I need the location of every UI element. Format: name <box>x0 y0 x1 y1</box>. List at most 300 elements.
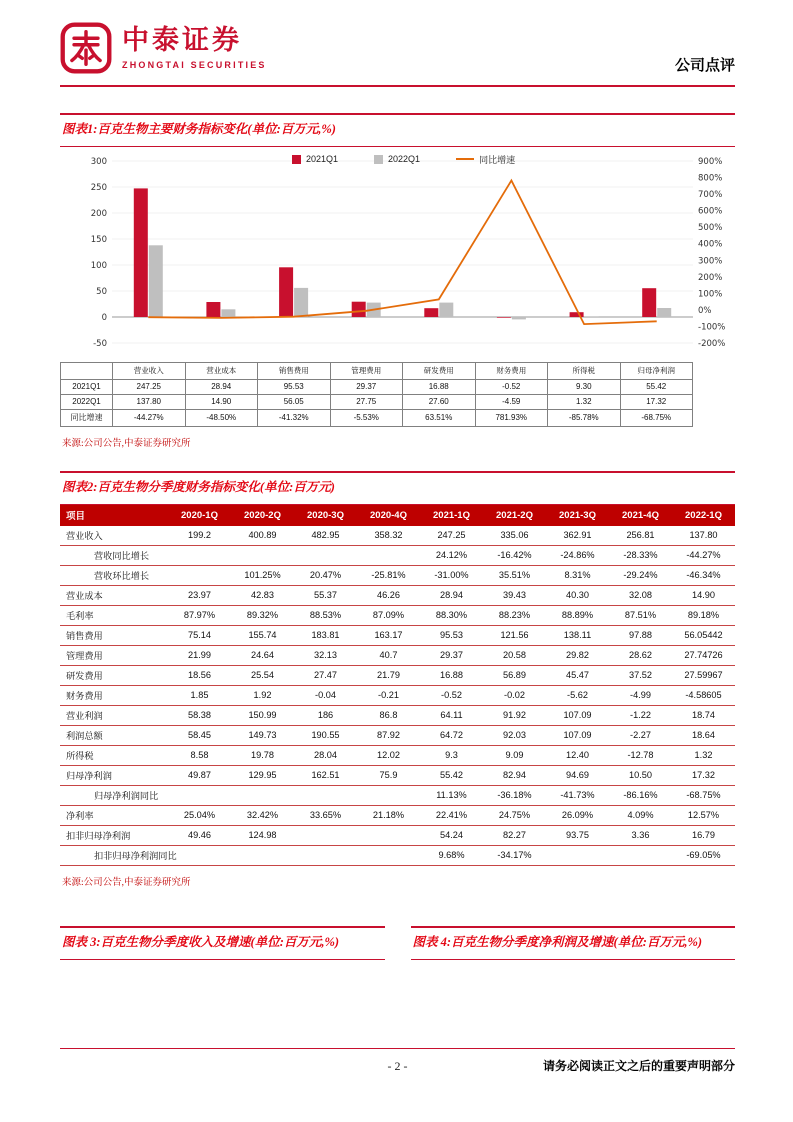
value-cell: 162.51 <box>294 765 357 785</box>
value-cell <box>357 845 420 865</box>
legend-marker-2022q1-icon <box>374 155 383 164</box>
value-cell: -0.21 <box>357 685 420 705</box>
value-cell: 335.06 <box>483 526 546 546</box>
value-cell: 63.51% <box>403 409 476 426</box>
value-cell: 21.99 <box>168 645 231 665</box>
svg-text:300%: 300% <box>698 256 723 267</box>
category-header-cell: 管理费用 <box>330 362 403 379</box>
footer <box>60 1048 735 1074</box>
value-cell: 16.88 <box>403 379 476 394</box>
value-cell: 256.81 <box>609 526 672 546</box>
row-label-cell: 归母净利润同比 <box>60 785 168 805</box>
row-label-cell: 扣非归母净利润同比 <box>60 845 168 865</box>
value-cell: 124.98 <box>231 825 294 845</box>
value-cell: 27.74726 <box>672 645 735 665</box>
value-cell: 1.85 <box>168 685 231 705</box>
value-cell: 1.92 <box>231 685 294 705</box>
column-header-cell: 项目 <box>60 505 168 526</box>
svg-text:200%: 200% <box>698 272 723 283</box>
value-cell: 8.58 <box>168 745 231 765</box>
table-row <box>60 745 735 765</box>
value-cell: 20.47% <box>294 565 357 585</box>
table-row <box>61 409 693 426</box>
row-label-cell: 研发费用 <box>60 665 168 685</box>
value-cell: 9.09 <box>483 745 546 765</box>
value-cell: 82.27 <box>483 825 546 845</box>
table-row <box>60 785 735 805</box>
value-cell: 88.23% <box>483 605 546 625</box>
value-cell: 23.97 <box>168 585 231 605</box>
value-cell: -28.33% <box>609 545 672 565</box>
row-label-cell: 营业成本 <box>60 585 168 605</box>
figure1-chart <box>60 151 735 356</box>
value-cell: 1.32 <box>548 394 621 409</box>
svg-text:250: 250 <box>90 182 107 193</box>
header-rule <box>60 85 735 87</box>
value-cell: 28.62 <box>609 645 672 665</box>
value-cell: -41.32% <box>258 409 331 426</box>
row-label-cell: 销售费用 <box>60 625 168 645</box>
value-cell: 1.32 <box>672 745 735 765</box>
row-label-cell: 净利率 <box>60 805 168 825</box>
value-cell: 27.59967 <box>672 665 735 685</box>
table-row <box>60 665 735 685</box>
value-cell: -25.81% <box>357 565 420 585</box>
value-cell: 97.88 <box>609 625 672 645</box>
value-cell: 22.41% <box>420 805 483 825</box>
legend-marker-2021q1-icon <box>292 155 301 164</box>
value-cell: 155.74 <box>231 625 294 645</box>
row-label-cell: 财务费用 <box>60 685 168 705</box>
chart-legend <box>292 153 515 166</box>
value-cell <box>168 545 231 565</box>
table-row <box>60 725 735 745</box>
value-cell: 247.25 <box>113 379 186 394</box>
value-cell: -16.42% <box>483 545 546 565</box>
row-label-cell: 2022Q1 <box>61 394 113 409</box>
figure1-data-table <box>60 362 693 427</box>
value-cell: 58.38 <box>168 705 231 725</box>
value-cell: 137.80 <box>113 394 186 409</box>
value-cell: 27.47 <box>294 665 357 685</box>
brand-text <box>122 26 267 70</box>
legend-item-2022q1 <box>374 154 420 164</box>
column-header-cell: 2021-2Q <box>483 505 546 526</box>
value-cell: 55.37 <box>294 585 357 605</box>
row-label-cell: 毛利率 <box>60 605 168 625</box>
value-cell: -5.53% <box>330 409 403 426</box>
svg-text:0%: 0% <box>698 305 712 316</box>
table-row <box>61 379 693 394</box>
value-cell: 26.09% <box>546 805 609 825</box>
svg-text:-200%: -200% <box>698 338 726 349</box>
value-cell: 27.75 <box>330 394 403 409</box>
bar <box>221 309 235 317</box>
row-label-cell: 利润总额 <box>60 725 168 745</box>
value-cell: 12.02 <box>357 745 420 765</box>
value-cell: -1.22 <box>609 705 672 725</box>
table-header-row <box>61 362 693 379</box>
value-cell: 88.89% <box>546 605 609 625</box>
table-header-row <box>60 505 735 526</box>
value-cell: -0.04 <box>294 685 357 705</box>
value-cell: -29.24% <box>609 565 672 585</box>
value-cell <box>357 825 420 845</box>
value-cell: 56.05442 <box>672 625 735 645</box>
svg-text:-50: -50 <box>93 338 107 349</box>
value-cell: -0.02 <box>483 685 546 705</box>
value-cell: 14.90 <box>185 394 258 409</box>
value-cell: 107.09 <box>546 725 609 745</box>
value-cell: 32.13 <box>294 645 357 665</box>
svg-text:500%: 500% <box>698 223 723 234</box>
value-cell: 75.14 <box>168 625 231 645</box>
value-cell: 87.51% <box>609 605 672 625</box>
value-cell: 39.43 <box>483 585 546 605</box>
row-label-cell: 归母净利润 <box>60 765 168 785</box>
value-cell: 18.56 <box>168 665 231 685</box>
value-cell <box>231 845 294 865</box>
value-cell: 33.65% <box>294 805 357 825</box>
value-cell: 58.45 <box>168 725 231 745</box>
value-cell: 25.04% <box>168 805 231 825</box>
figure1-block <box>60 113 735 449</box>
value-cell: 400.89 <box>231 526 294 546</box>
category-header-cell: 财务费用 <box>475 362 548 379</box>
bar <box>497 317 511 318</box>
value-cell: 24.64 <box>231 645 294 665</box>
bar <box>294 288 308 317</box>
table-row <box>60 705 735 725</box>
value-cell <box>294 825 357 845</box>
value-cell: 89.18% <box>672 605 735 625</box>
value-cell: 28.94 <box>185 379 258 394</box>
bar <box>149 245 163 317</box>
value-cell: 4.09% <box>609 805 672 825</box>
row-label-cell: 营收同比增长 <box>60 545 168 565</box>
brand-name-en: ZHONGTAI SECURITIES <box>122 59 267 70</box>
value-cell: 82.94 <box>483 765 546 785</box>
column-header-cell: 2021-4Q <box>609 505 672 526</box>
corner-cell <box>61 362 113 379</box>
footer-disclaimer: 请务必阅读正文之后的重要声明部分 <box>542 1059 735 1073</box>
value-cell: 49.46 <box>168 825 231 845</box>
figure1-title: 图表1:百克生物主要财务指标变化(单位:百万元,%) <box>60 113 735 147</box>
legend-label: 2022Q1 <box>388 154 421 165</box>
category-header-cell: 销售费用 <box>258 362 331 379</box>
figure2-title: 图表2:百克生物分季度财务指标变化(单位:百万元) <box>60 471 735 505</box>
trend-line <box>148 180 656 324</box>
value-cell: 37.52 <box>609 665 672 685</box>
value-cell: 137.80 <box>672 526 735 546</box>
value-cell: 10.50 <box>609 765 672 785</box>
value-cell: 46.26 <box>357 585 420 605</box>
svg-text:400%: 400% <box>698 239 723 250</box>
value-cell: -34.17% <box>483 845 546 865</box>
svg-text:100: 100 <box>90 260 107 271</box>
row-label-cell: 管理费用 <box>60 645 168 665</box>
value-cell: -12.78 <box>609 745 672 765</box>
category-header-cell: 研发费用 <box>403 362 476 379</box>
bar <box>206 302 220 317</box>
legend-label: 2021Q1 <box>306 154 339 165</box>
svg-text:-100%: -100% <box>698 322 726 333</box>
value-cell: 138.11 <box>546 625 609 645</box>
svg-text:100%: 100% <box>698 289 723 300</box>
value-cell <box>168 785 231 805</box>
value-cell: 362.91 <box>546 526 609 546</box>
value-cell: -44.27% <box>113 409 186 426</box>
category-header-cell: 归母净利润 <box>620 362 693 379</box>
value-cell: -2.27 <box>609 725 672 745</box>
row-label-cell: 所得税 <box>60 745 168 765</box>
value-cell: 94.69 <box>546 765 609 785</box>
value-cell: 20.58 <box>483 645 546 665</box>
svg-text:150: 150 <box>90 234 107 245</box>
value-cell: 27.60 <box>403 394 476 409</box>
bar <box>512 317 526 319</box>
figure1-chart-area <box>60 151 735 427</box>
bar <box>585 316 599 317</box>
row-label-cell: 同比增速 <box>61 409 113 426</box>
value-cell <box>168 565 231 585</box>
value-cell: 55.42 <box>420 765 483 785</box>
table-row <box>60 605 735 625</box>
value-cell: 482.95 <box>294 526 357 546</box>
table-row <box>60 825 735 845</box>
bar <box>570 312 584 317</box>
value-cell: 121.56 <box>483 625 546 645</box>
value-cell: 9.3 <box>420 745 483 765</box>
value-cell: 40.30 <box>546 585 609 605</box>
column-header-cell: 2020-2Q <box>231 505 294 526</box>
value-cell: 8.31% <box>546 565 609 585</box>
table-row <box>60 805 735 825</box>
value-cell <box>294 545 357 565</box>
zhongtai-logo-icon <box>60 22 112 74</box>
value-cell: 781.93% <box>475 409 548 426</box>
value-cell <box>231 545 294 565</box>
value-cell: 95.53 <box>420 625 483 645</box>
value-cell: 21.79 <box>357 665 420 685</box>
value-cell: -0.52 <box>420 685 483 705</box>
value-cell: 35.51% <box>483 565 546 585</box>
value-cell: 24.75% <box>483 805 546 825</box>
value-cell <box>546 845 609 865</box>
column-header-cell: 2021-1Q <box>420 505 483 526</box>
value-cell <box>294 785 357 805</box>
table-row <box>60 765 735 785</box>
value-cell: -0.52 <box>475 379 548 394</box>
value-cell: 18.74 <box>672 705 735 725</box>
brand-name: 中泰证券 <box>122 25 242 56</box>
value-cell: 89.32% <box>231 605 294 625</box>
category-header-cell: 营业成本 <box>185 362 258 379</box>
value-cell <box>357 545 420 565</box>
figure4-block <box>411 926 736 960</box>
figure4-title: 图表 4:百克生物分季度净利润及增速(单位:百万元,%) <box>411 926 736 960</box>
value-cell: -24.86% <box>546 545 609 565</box>
value-cell: 16.88 <box>420 665 483 685</box>
column-header-cell: 2021-3Q <box>546 505 609 526</box>
value-cell: 3.36 <box>609 825 672 845</box>
value-cell: 45.47 <box>546 665 609 685</box>
column-header-cell: 2020-4Q <box>357 505 420 526</box>
table-row <box>60 526 735 546</box>
legend-marker-growth-icon <box>456 158 474 160</box>
value-cell: 14.90 <box>672 585 735 605</box>
value-cell: -48.50% <box>185 409 258 426</box>
value-cell: -68.75% <box>672 785 735 805</box>
value-cell: -68.75% <box>620 409 693 426</box>
value-cell: 29.37 <box>330 379 403 394</box>
value-cell <box>168 845 231 865</box>
value-cell: -4.59 <box>475 394 548 409</box>
value-cell: 186 <box>294 705 357 725</box>
value-cell: 199.2 <box>168 526 231 546</box>
value-cell: 88.30% <box>420 605 483 625</box>
value-cell: 18.64 <box>672 725 735 745</box>
figure3-title: 图表 3:百克生物分季度收入及增速(单位:百万元,%) <box>60 926 385 960</box>
value-cell: 358.32 <box>357 526 420 546</box>
value-cell: -36.18% <box>483 785 546 805</box>
value-cell <box>609 845 672 865</box>
value-cell: 9.68% <box>420 845 483 865</box>
value-cell: 24.12% <box>420 545 483 565</box>
legend-item-2021q1 <box>292 154 338 164</box>
figure2-block <box>60 471 735 888</box>
figure3-block <box>60 926 385 960</box>
value-cell: 28.04 <box>294 745 357 765</box>
row-label-cell: 营业利润 <box>60 705 168 725</box>
svg-text:800%: 800% <box>698 173 723 184</box>
value-cell: 25.54 <box>231 665 294 685</box>
value-cell: 88.53% <box>294 605 357 625</box>
bar <box>424 308 438 317</box>
value-cell: 32.42% <box>231 805 294 825</box>
figure2-table <box>60 505 735 866</box>
value-cell: 86.8 <box>357 705 420 725</box>
bar <box>134 188 148 317</box>
value-cell: 75.9 <box>357 765 420 785</box>
table-row <box>60 645 735 665</box>
value-cell: 183.81 <box>294 625 357 645</box>
value-cell: 95.53 <box>258 379 331 394</box>
value-cell: 64.72 <box>420 725 483 745</box>
value-cell: 55.42 <box>620 379 693 394</box>
value-cell: 42.83 <box>231 585 294 605</box>
bar <box>439 302 453 316</box>
value-cell: 150.99 <box>231 705 294 725</box>
table-row <box>60 585 735 605</box>
svg-text:200: 200 <box>90 208 107 219</box>
category-header-cell: 营业收入 <box>113 362 186 379</box>
value-cell: 49.87 <box>168 765 231 785</box>
table-row <box>60 685 735 705</box>
value-cell: -86.16% <box>609 785 672 805</box>
value-cell: -31.00% <box>420 565 483 585</box>
value-cell: 12.57% <box>672 805 735 825</box>
value-cell: 56.89 <box>483 665 546 685</box>
table-row <box>60 545 735 565</box>
value-cell: -4.58605 <box>672 685 735 705</box>
value-cell: 129.95 <box>231 765 294 785</box>
svg-text:0: 0 <box>101 312 107 323</box>
page-number: - 2 - <box>387 1059 408 1073</box>
bar <box>352 302 366 317</box>
table-row <box>60 625 735 645</box>
legend-item-growth <box>456 153 515 166</box>
table-row <box>61 394 693 409</box>
value-cell: 101.25% <box>231 565 294 585</box>
value-cell: 56.05 <box>258 394 331 409</box>
row-label-cell: 营收环比增长 <box>60 565 168 585</box>
category-header-cell: 所得税 <box>548 362 621 379</box>
value-cell: 87.97% <box>168 605 231 625</box>
value-cell: 12.40 <box>546 745 609 765</box>
value-cell: 28.94 <box>420 585 483 605</box>
value-cell: 54.24 <box>420 825 483 845</box>
value-cell: 17.32 <box>672 765 735 785</box>
value-cell: -4.99 <box>609 685 672 705</box>
value-cell: 87.92 <box>357 725 420 745</box>
column-header-cell: 2020-1Q <box>168 505 231 526</box>
zhongtai-logo <box>60 22 267 74</box>
value-cell: 21.18% <box>357 805 420 825</box>
value-cell: -85.78% <box>548 409 621 426</box>
value-cell: 64.11 <box>420 705 483 725</box>
value-cell: 17.32 <box>620 394 693 409</box>
table-row <box>60 845 735 865</box>
legend-label: 同比增速 <box>479 154 516 165</box>
svg-text:900%: 900% <box>698 156 723 167</box>
value-cell: 87.09% <box>357 605 420 625</box>
figure1-source: 来源:公司公告,中泰证券研究所 <box>62 438 191 449</box>
bar <box>279 267 293 317</box>
row-label-cell: 2021Q1 <box>61 379 113 394</box>
svg-text:300: 300 <box>90 156 107 167</box>
value-cell: 11.13% <box>420 785 483 805</box>
figure2-source: 来源:公司公告,中泰证券研究所 <box>62 877 191 888</box>
svg-text:50: 50 <box>96 286 107 297</box>
value-cell: 40.7 <box>357 645 420 665</box>
value-cell: -41.73% <box>546 785 609 805</box>
value-cell: -5.62 <box>546 685 609 705</box>
value-cell: 16.79 <box>672 825 735 845</box>
value-cell: 92.03 <box>483 725 546 745</box>
value-cell: 32.08 <box>609 585 672 605</box>
value-cell: 93.75 <box>546 825 609 845</box>
value-cell: 29.82 <box>546 645 609 665</box>
value-cell: 163.17 <box>357 625 420 645</box>
value-cell <box>357 785 420 805</box>
report-type-label: 公司点评 <box>674 58 735 74</box>
value-cell: 247.25 <box>420 526 483 546</box>
row-label-cell: 扣非归母净利润 <box>60 825 168 845</box>
bar <box>642 288 656 317</box>
value-cell: 190.55 <box>294 725 357 745</box>
value-cell: -44.27% <box>672 545 735 565</box>
value-cell: 29.37 <box>420 645 483 665</box>
svg-text:700%: 700% <box>698 189 723 200</box>
value-cell <box>231 785 294 805</box>
bar <box>657 308 671 317</box>
figure-3-4-row <box>60 926 735 960</box>
value-cell <box>294 845 357 865</box>
row-label-cell: 营业收入 <box>60 526 168 546</box>
column-header-cell: 2022-1Q <box>672 505 735 526</box>
value-cell: 19.78 <box>231 745 294 765</box>
